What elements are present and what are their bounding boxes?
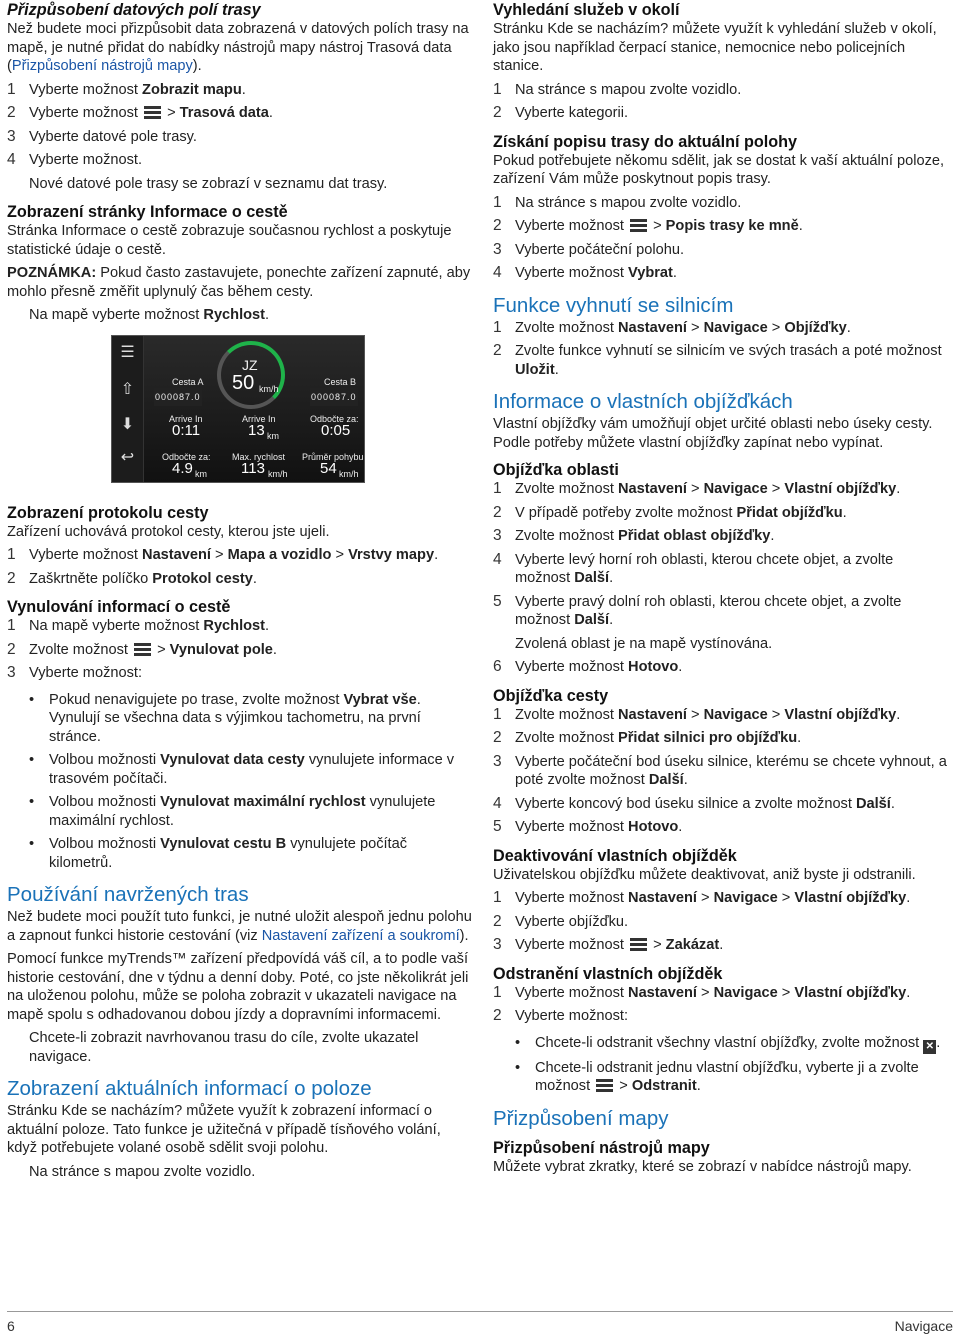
paragraph: Pokud potřebujete někomu sdělit, jak se dostat k vaší aktuální poloze, zařízení Vám může poskytnout popis trasy. [493, 152, 945, 187]
section-title: Zobrazení stránky Informace o cestě [7, 203, 288, 221]
step-instruction: Na stránce s mapou zvolte vozidlo. [29, 1163, 256, 1180]
step: 1 Zvolte možnost Nastavení > Navigace > Vlastní objížďky. [493, 480, 901, 497]
section-title: Vyhledání služeb v okolí [493, 1, 680, 19]
section-title: Zobrazení protokolu cesty [7, 503, 209, 522]
step: 5 Vyberte možnost Hotovo. [493, 818, 683, 835]
step-result: Nové datové pole trasy se zobrazí v seznamu dat trasy. [29, 175, 388, 192]
step: 1 Na stránce s mapou zvolte vozidlo. [493, 193, 742, 211]
step: 2 Zvolte možnost Přidat silnici pro objížďku. [493, 729, 802, 746]
section-title: Objížďka cesty [493, 686, 609, 705]
paragraph: Než budete moci přizpůsobit data zobrazená v datových polích trasy na mapě, je nutné přidat do nabídky nástrojů mapy nástroj Trasová data (Přizpůsobení nástrojů mapy). [7, 21, 469, 74]
bullet-item: • Volbou možnosti Vynulovat cestu B vynulujete počítač kilometrů. [29, 836, 408, 871]
paragraph: Stránku Kde se nacházím? můžete využít k zobrazení informací o aktuální poloze. Tato funkce je užitečná v případě tísňového volání, když potřebujete volané osobě sdělit svoji polohu. [7, 1103, 441, 1156]
step: 3 Vyberte datové pole trasy. [7, 127, 197, 145]
footer-divider [7, 1311, 953, 1312]
paragraph: Stránka Informace o cestě zobrazuje současnou rychlost a poskytuje statistické údaje o cestě. [7, 223, 452, 258]
step: 5 Vyberte pravý dolní roh oblasti, kterou chcete objet, a zvolte možnost Další. [493, 592, 902, 628]
step: 1 Na mapě vyberte možnost Rychlost. [7, 617, 270, 634]
bullet-item: • Volbou možnosti Vynulovat data cesty vynulujete informace v trasovém počítači. [29, 752, 455, 787]
bullet-item: • Volbou možnosti Vynulovat maximální rychlost vynulujete maximální rychlost. [29, 794, 436, 829]
step: 4 Vyberte možnost. [7, 151, 143, 168]
menu-icon [134, 643, 151, 656]
paragraph: Uživatelskou objížďku můžete deaktivovat, aniž byste ji odstranili. [493, 866, 916, 883]
device-sidebar [112, 336, 144, 482]
speed: 50 [232, 371, 255, 394]
device-main: JZ 50 km/h Cesta A 000087.0 Cesta B 000087.0 Arrive In 0:11 Arrive In 13 km Odbočte za: 0:05 Odbočte za: 4.9 km Max. rychlost 113 km/h Průměr pohybu 54 km/h [144, 336, 364, 482]
back-icon: ↩ [120, 448, 135, 466]
step: 2 Zaškrtněte políčko Protokol cesty. [7, 569, 257, 587]
step: 1 Vyberte možnost Nastavení > Navigace > Vlastní objížďky. [493, 983, 911, 1001]
step: 1 Vyberte možnost Nastavení > Navigace > Vlastní objížďky. [493, 889, 911, 906]
paragraph: Stránku Kde se nacházím? můžete využít k vyhledání služeb v okolí, jako jsou například čerpací stanice, nemocnice nebo policejních stanice. [493, 21, 937, 74]
section-heading: Zobrazení aktuálních informací o poloze [7, 1077, 372, 1100]
section-heading: Přizpůsobení mapy [493, 1106, 669, 1130]
paragraph: Můžete vybrat zkratky, které se zobrazí v nabídce nástrojů mapy. [493, 1158, 912, 1175]
step: 1 Vyberte možnost Zobrazit mapu. [7, 80, 246, 98]
trip-info-screenshot [111, 335, 365, 483]
step: 2 Vyberte možnost: [493, 1007, 629, 1024]
menu-icon [630, 219, 647, 232]
step: 2 Vyberte možnost > Popis trasy ke mně. [493, 217, 803, 234]
link[interactable]: Nastavení zařízení a soukromí [261, 927, 460, 944]
section-title: Přizpůsobení nástrojů mapy [493, 1138, 710, 1157]
section-heading: Funkce vyhnutí se silnicím [493, 293, 734, 317]
menu-icon [144, 106, 161, 119]
step: 4 Vyberte levý horní roh oblasti, kterou chcete objet, a zvolte možnost Další. [493, 550, 894, 586]
step: 3 Zvolte možnost Přidat oblast objížďky. [493, 527, 775, 544]
section-title: Vynulování informací o cestě [7, 598, 231, 616]
paragraph: Vlastní objížďky vám umožňují objet určité oblasti nebo úseky cesty. Podle potřeby můžete vlastní objížďky zapínat nebo vypínat. [493, 416, 933, 451]
menu-icon: ☰ [120, 343, 135, 361]
menu-icon [596, 1079, 613, 1092]
step: 2 Vyberte objížďku. [493, 912, 629, 930]
step-result: Zvolená oblast je na mapě vystínována. [515, 635, 773, 652]
left-column [7, 0, 473, 1186]
link[interactable]: Přizpůsobení nástrojů mapy [11, 58, 193, 74]
arrow-down-icon: ⬇ [120, 415, 135, 433]
step: 1 Zvolte možnost Nastavení > Navigace > Objížďky. [493, 318, 851, 336]
step: 4 Vyberte možnost Vybrat. [493, 264, 677, 281]
paragraph: Zařízení uchovává protokol cesty, kterou jste ujeli. [7, 523, 330, 540]
trash-icon: ✕ [923, 1040, 936, 1054]
step-instruction: Na mapě vyberte možnost Rychlost. [29, 307, 270, 323]
heading: JZ [242, 356, 258, 373]
bullet-item: • Chcete-li odstranit jednu vlastní objížďku, vyberte ji a zvolte možnost > Odstranit. [515, 1059, 919, 1094]
paragraph: Pomocí funkce myTrends™ zařízení předpovídá váš cíl, a to podle vaší historie cestování, dne v týdnu a denní doby. Poté, co jste několikrát jeli na uloženou polohu, může se poloha zobrazit v ukazateli navigace na mapě spolu s odhadovanou dobou jízdy a dopravními informacemi. [7, 951, 469, 1023]
step-instruction: Chcete-li zobrazit navrhovanou trasu do cíle, zvolte ukazatel navigace. [29, 1030, 419, 1065]
paragraph: Než budete moci použít tuto funkci, je nutné uložit alespoň jednu polohu a zapnout funkci historie cestování (viz Nastavení zařízení a soukromí). [7, 909, 472, 944]
step: 3 Vyberte možnost: [7, 664, 143, 681]
step: 3 Vyberte možnost > Zakázat. [493, 936, 724, 953]
step: 4 Vyberte koncový bod úseku silnice a zvolte možnost Další. [493, 794, 895, 812]
note: POZNÁMKA: Pokud často zastavujete, ponechte zařízení zapnuté, aby mohlo přesně změřit uplynulý čas během cesty. [7, 265, 471, 300]
right-column [493, 0, 948, 1176]
step: 2 Zvolte možnost > Vynulovat pole. [7, 640, 277, 658]
step: 2 Zvolte funkce vyhnutí se silnicím ve svých trasách a poté možnost Uložit. [493, 342, 942, 378]
step: 1 Zvolte možnost Nastavení > Navigace > Vlastní objížďky. [493, 705, 901, 723]
section-heading: Informace o vlastních objížďkách [493, 390, 793, 413]
step: 2 Vyberte možnost > Trasová data. [7, 104, 273, 121]
step: 2 Vyberte kategorii. [493, 104, 629, 121]
arrow-up-icon: ⇧ [120, 380, 135, 398]
bullet-item: • Pokud nenavigujete po trase, zvolte možnost Vybrat vše. Vynulují se všechna data s výjimkou tachometru, na první stránce. [29, 691, 421, 745]
step: 3 Vyberte počáteční bod úseku silnice, kterému se chcete vyhnout, a poté zvolte možnost Další. [493, 752, 947, 788]
step: 1 Na stránce s mapou zvolte vozidlo. [493, 80, 742, 98]
footer-section: Navigace [894, 1318, 953, 1334]
section-title: Přizpůsobení datových polí trasy [7, 1, 261, 19]
step: 3 Vyberte počáteční polohu. [493, 240, 685, 258]
section-title: Deaktivování vlastních objížděk [493, 846, 737, 865]
step: 2 V případě potřeby zvolte možnost Přidat objížďku. [493, 503, 847, 521]
page-number: 6 [7, 1318, 15, 1334]
section-heading: Používání navržených tras [7, 883, 249, 906]
step: 6 Vyberte možnost Hotovo. [493, 658, 683, 675]
menu-icon [630, 938, 647, 951]
bullet-item: • Chcete-li odstranit všechny vlastní objížďky, zvolte možnost ✕ . [515, 1034, 941, 1052]
section-title: Objížďka oblasti [493, 461, 619, 479]
section-title: Získání popisu trasy do aktuální polohy [493, 132, 798, 151]
section-title: Odstranění vlastních objížděk [493, 964, 723, 983]
step: 1 Vyberte možnost Nastavení > Mapa a vozidlo > Vrstvy mapy. [7, 546, 439, 563]
